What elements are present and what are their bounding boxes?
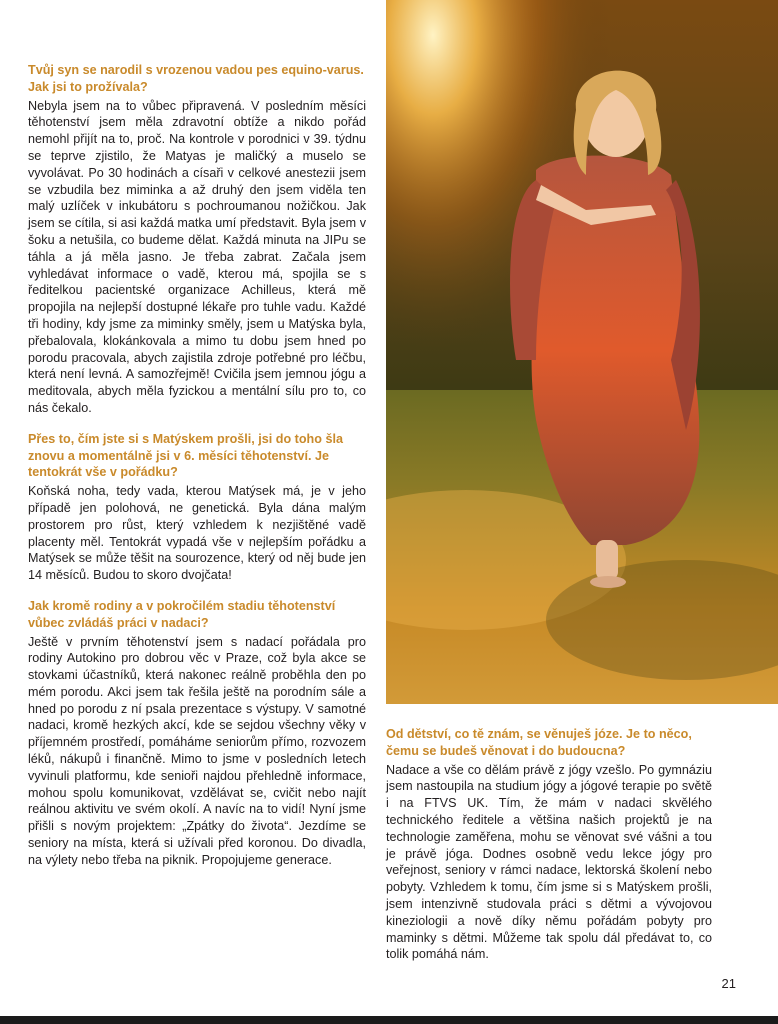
question-heading: Od dětství, co tě znám, se věnuješ józe. Je to něco, čemu se budeš věnovat i do budoucna? bbox=[386, 727, 692, 758]
left-column bbox=[28, 62, 366, 883]
page-number: 21 bbox=[721, 976, 736, 991]
question-heading: Přes to, čím jste si s Matýskem prošli, jsi do toho šla znovu a momentálně jsi v 6. měsíci těhotenství. Je tentokrát vše v pořádku? bbox=[28, 431, 343, 480]
right-column bbox=[386, 726, 712, 977]
interview-block-4 bbox=[386, 726, 712, 963]
interview-block-2 bbox=[28, 431, 366, 584]
question-heading: Tvůj syn se narodil s vrozenou vadou pes equino-varus. Jak jsi to prožívala? bbox=[28, 63, 364, 94]
interview-block-3 bbox=[28, 598, 366, 869]
answer-text: Nadace a vše co dělám právě z jógy vzešlo. Po gymnáziu jsem nastoupila na studium jógy a jógové terapie po světě i na FTVS UK. Tím, že mám v nadaci skvělého technického ředitele a většina našich projektů je na technologie zaměřena, mohu se věnovat své vášni a tou je právě jóga. Dodnes osobně vedu lekce jógy pro veřejnost, seniory v rámci nadace, lektorská školení nebo pobyty. Vzhledem k tomu, čím jsme si s Matýskem prošli, jsem intenzivně studovala práci s dětmi a vývojovou kineziologii a nově díky němu pořádám pobyty pro maminky s dětmi. Můžeme tak spolu dál předávat to, co tolik pomáhá nám. bbox=[386, 762, 712, 962]
answer-text: Nebyla jsem na to vůbec připravená. V posledním měsíci těhotenství jsem měla zdravotní obtíže a nikdo pořád nemohl přijít na to, proč. Na kontrole v porodnici v 39. týdnu se teprve zjistilo, že Matyas je maličký a muselo se vyvolávat. Po 30 hodinách a císaři v celkové anestezii jsem se vzbudila bez miminka a až druhý den jsem viděla ten malý uzlíček v inkubátoru s pochroumanou nožičkou. Jak jsem se cítila, si asi každá matka umí představit. Byla jsem v šoku a netušila, co budeme dělat. Každá minuta na JIPu se táhla a já měla jasno. Je třeba zabrat. Začala jsem vyhledávat informace o vadě, kterou má, spojila se s ředitelkou pacientské organizace Achilleus, která mě propojila na nejlepší dostupné lékaře pro tuhle vadu. Každé tři hodiny, kdy jsme za miminky směly, jsem u Matýska byla, přebalovala, klokánkovala a mimo tu dobu jsem hned po porodu pracovala, abych zajistila zdroje potřebné pro léčbu, která není levná. A samozřejmě! Cvičila jsem jemnou jógu a meditovala, abych měla fyzickou a mentální sílu pro to, co nás čekalo. bbox=[28, 98, 366, 415]
bottom-bar bbox=[0, 1016, 778, 1024]
answer-text: Ještě v prvním těhotenství jsem s nadací pořádala pro rodiny Autokino pro dobrou věc v Praze, což byla akce se stovkami účastníků, která nakonec reálně proběhla den po mém porodu. Akci jsem tak řešila ještě na porodním sále a hned po porodu z ní psala prezentace s výstupy. V samotné nadaci, kromě hezkých akcí, kde se sejdou všechny věky v příjemném prostředí, pomáháme seniorům přímo, rozvozem léků, nákupů i finančně. Mimo to jsme v posledních letech vyvinuli platformu, kde senioři najdou přehledně informace, mohou spolu komunikovat, vzdělávat se, cvičit nebo najít reálnou aktivitu ve svém okolí. A navíc na to vidí! Nyní jsme přišli s novým projektem: „Zpátky do života“. Jezdíme se seniory na místa, která si užívali před koronou. Do divadla, na výlety nebo třeba na piknik. Propojujeme generace. bbox=[28, 634, 366, 867]
question-heading: Jak kromě rodiny a v pokročilém stadiu těhotenství vůbec zvládáš práci v nadaci? bbox=[28, 598, 336, 630]
answer-text: Koňská noha, tedy vada, kterou Matýsek má, je v jeho případě jen polohová, ne genetická. Byla dána malým prostorem pro růst, který vzhledem k nezjištěné vadě placenty měl. Tentokrát vypadá vše v nejlepším pořádku a Matýsek se může těšit na sourozence, který od něj bude jen 14 měsíců. Budou to skoro dvojčata! bbox=[28, 484, 366, 583]
interview-block-1 bbox=[28, 62, 366, 417]
yoga-photo bbox=[386, 0, 778, 704]
